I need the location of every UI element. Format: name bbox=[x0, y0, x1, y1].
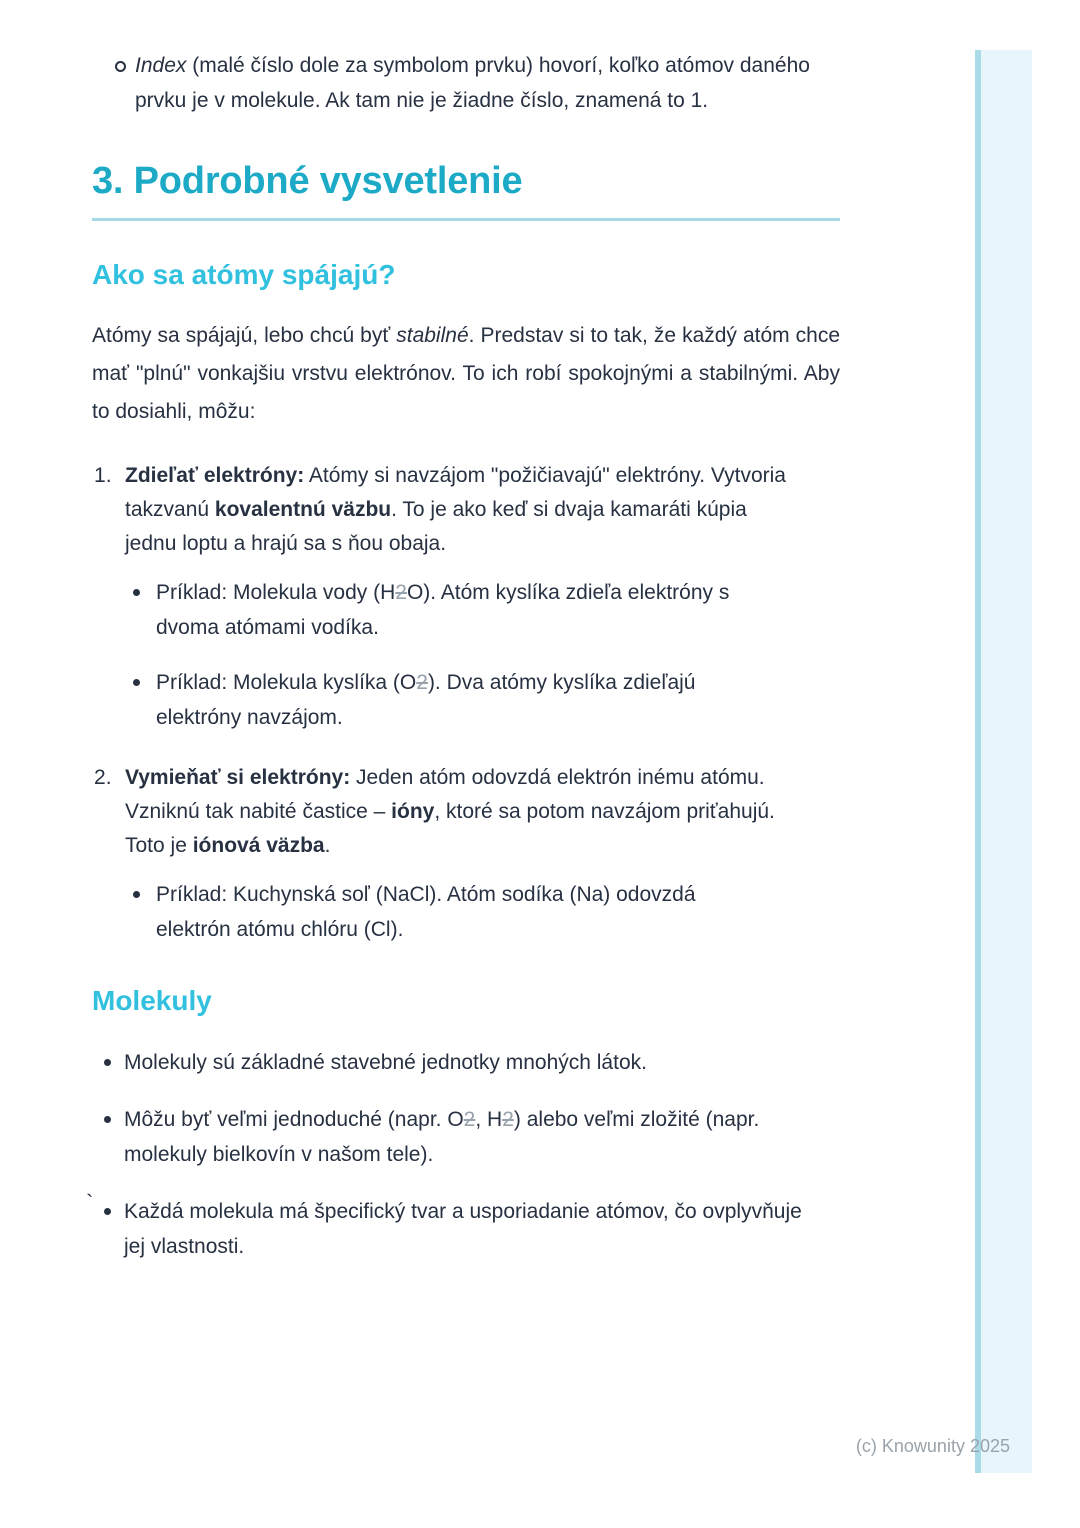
footer-copyright: (c) Knowunity 2025 bbox=[855, 1436, 1010, 1456]
list-item-text: Zdieľať elektróny: Atómy si navzájom "požičiavajú" elektróny. Vytvoria takzvanú kovalentnú väzbu. To je ako keď si dvaja kamaráti kúpia jednu loptu a hrajú sa s ňou obaja. bbox=[125, 464, 786, 556]
list-item bbox=[92, 459, 840, 735]
list-item: Môžu byť veľmi jednoduché (napr. O2, H2) alebo veľmi zložité (napr. molekuly bielkovín v našom tele). bbox=[92, 1102, 822, 1172]
nested-bullet-list bbox=[125, 877, 840, 947]
section-heading: 3. Podrobné vysvetlenie bbox=[92, 162, 840, 221]
paragraph: Atómy sa spájajú, lebo chcú byť stabilné. Predstav si to tak, že každý atóm chce mať "plnú" vonkajšiu vrstvu elektrónov. To ich robí spokojnými a stabilnými. Aby to dosiahli, môžu: bbox=[92, 324, 840, 424]
bullet-list-molecules bbox=[92, 1045, 840, 1264]
document-content bbox=[92, 48, 840, 1264]
list-item: Index (malé číslo dole za symbolom prvku) hovorí, koľko atómov daného prvku je v molekule. Ak tam nie je žiadne číslo, znamená to 1. bbox=[92, 48, 840, 118]
list-item: Každá molekula má špecifický tvar a usporiadanie atómov, čo ovplyvňuje jej vlastnosti. bbox=[92, 1194, 822, 1264]
right-accent-stripe bbox=[975, 50, 1032, 1473]
intro-bullet-list bbox=[92, 48, 840, 118]
subsection-heading-atoms: Ako sa atómy spájajú? bbox=[92, 258, 396, 290]
ordered-list bbox=[92, 459, 840, 947]
list-item: Príklad: Molekula vody (H2O). Atóm kyslíka zdieľa elektróny s dvoma atómami vodíka. bbox=[125, 575, 775, 645]
list-item: Molekuly sú základné stavebné jednotky mnohých látok. bbox=[92, 1045, 822, 1080]
nested-bullet-list bbox=[125, 575, 840, 735]
list-item: Príklad: Kuchynská soľ (NaCl). Atóm sodíka (Na) odovzdá elektrón atómu chlóru (Cl). bbox=[125, 877, 775, 947]
stray-backtick: ` bbox=[86, 1190, 94, 1215]
list-item: Príklad: Molekula kyslíka (O2). Dva atómy kyslíka zdieľajú elektróny navzájom. bbox=[125, 665, 775, 735]
subsection-heading-molecules: Molekuly bbox=[92, 985, 212, 1017]
list-item bbox=[92, 761, 840, 947]
list-item-text: Vymieňať si elektróny: Jeden atóm odovzdá elektrón inému atómu. Vzniknú tak nabité častice – ióny, ktoré sa potom navzájom priťahujú. Toto je iónová väzba. bbox=[125, 766, 775, 858]
